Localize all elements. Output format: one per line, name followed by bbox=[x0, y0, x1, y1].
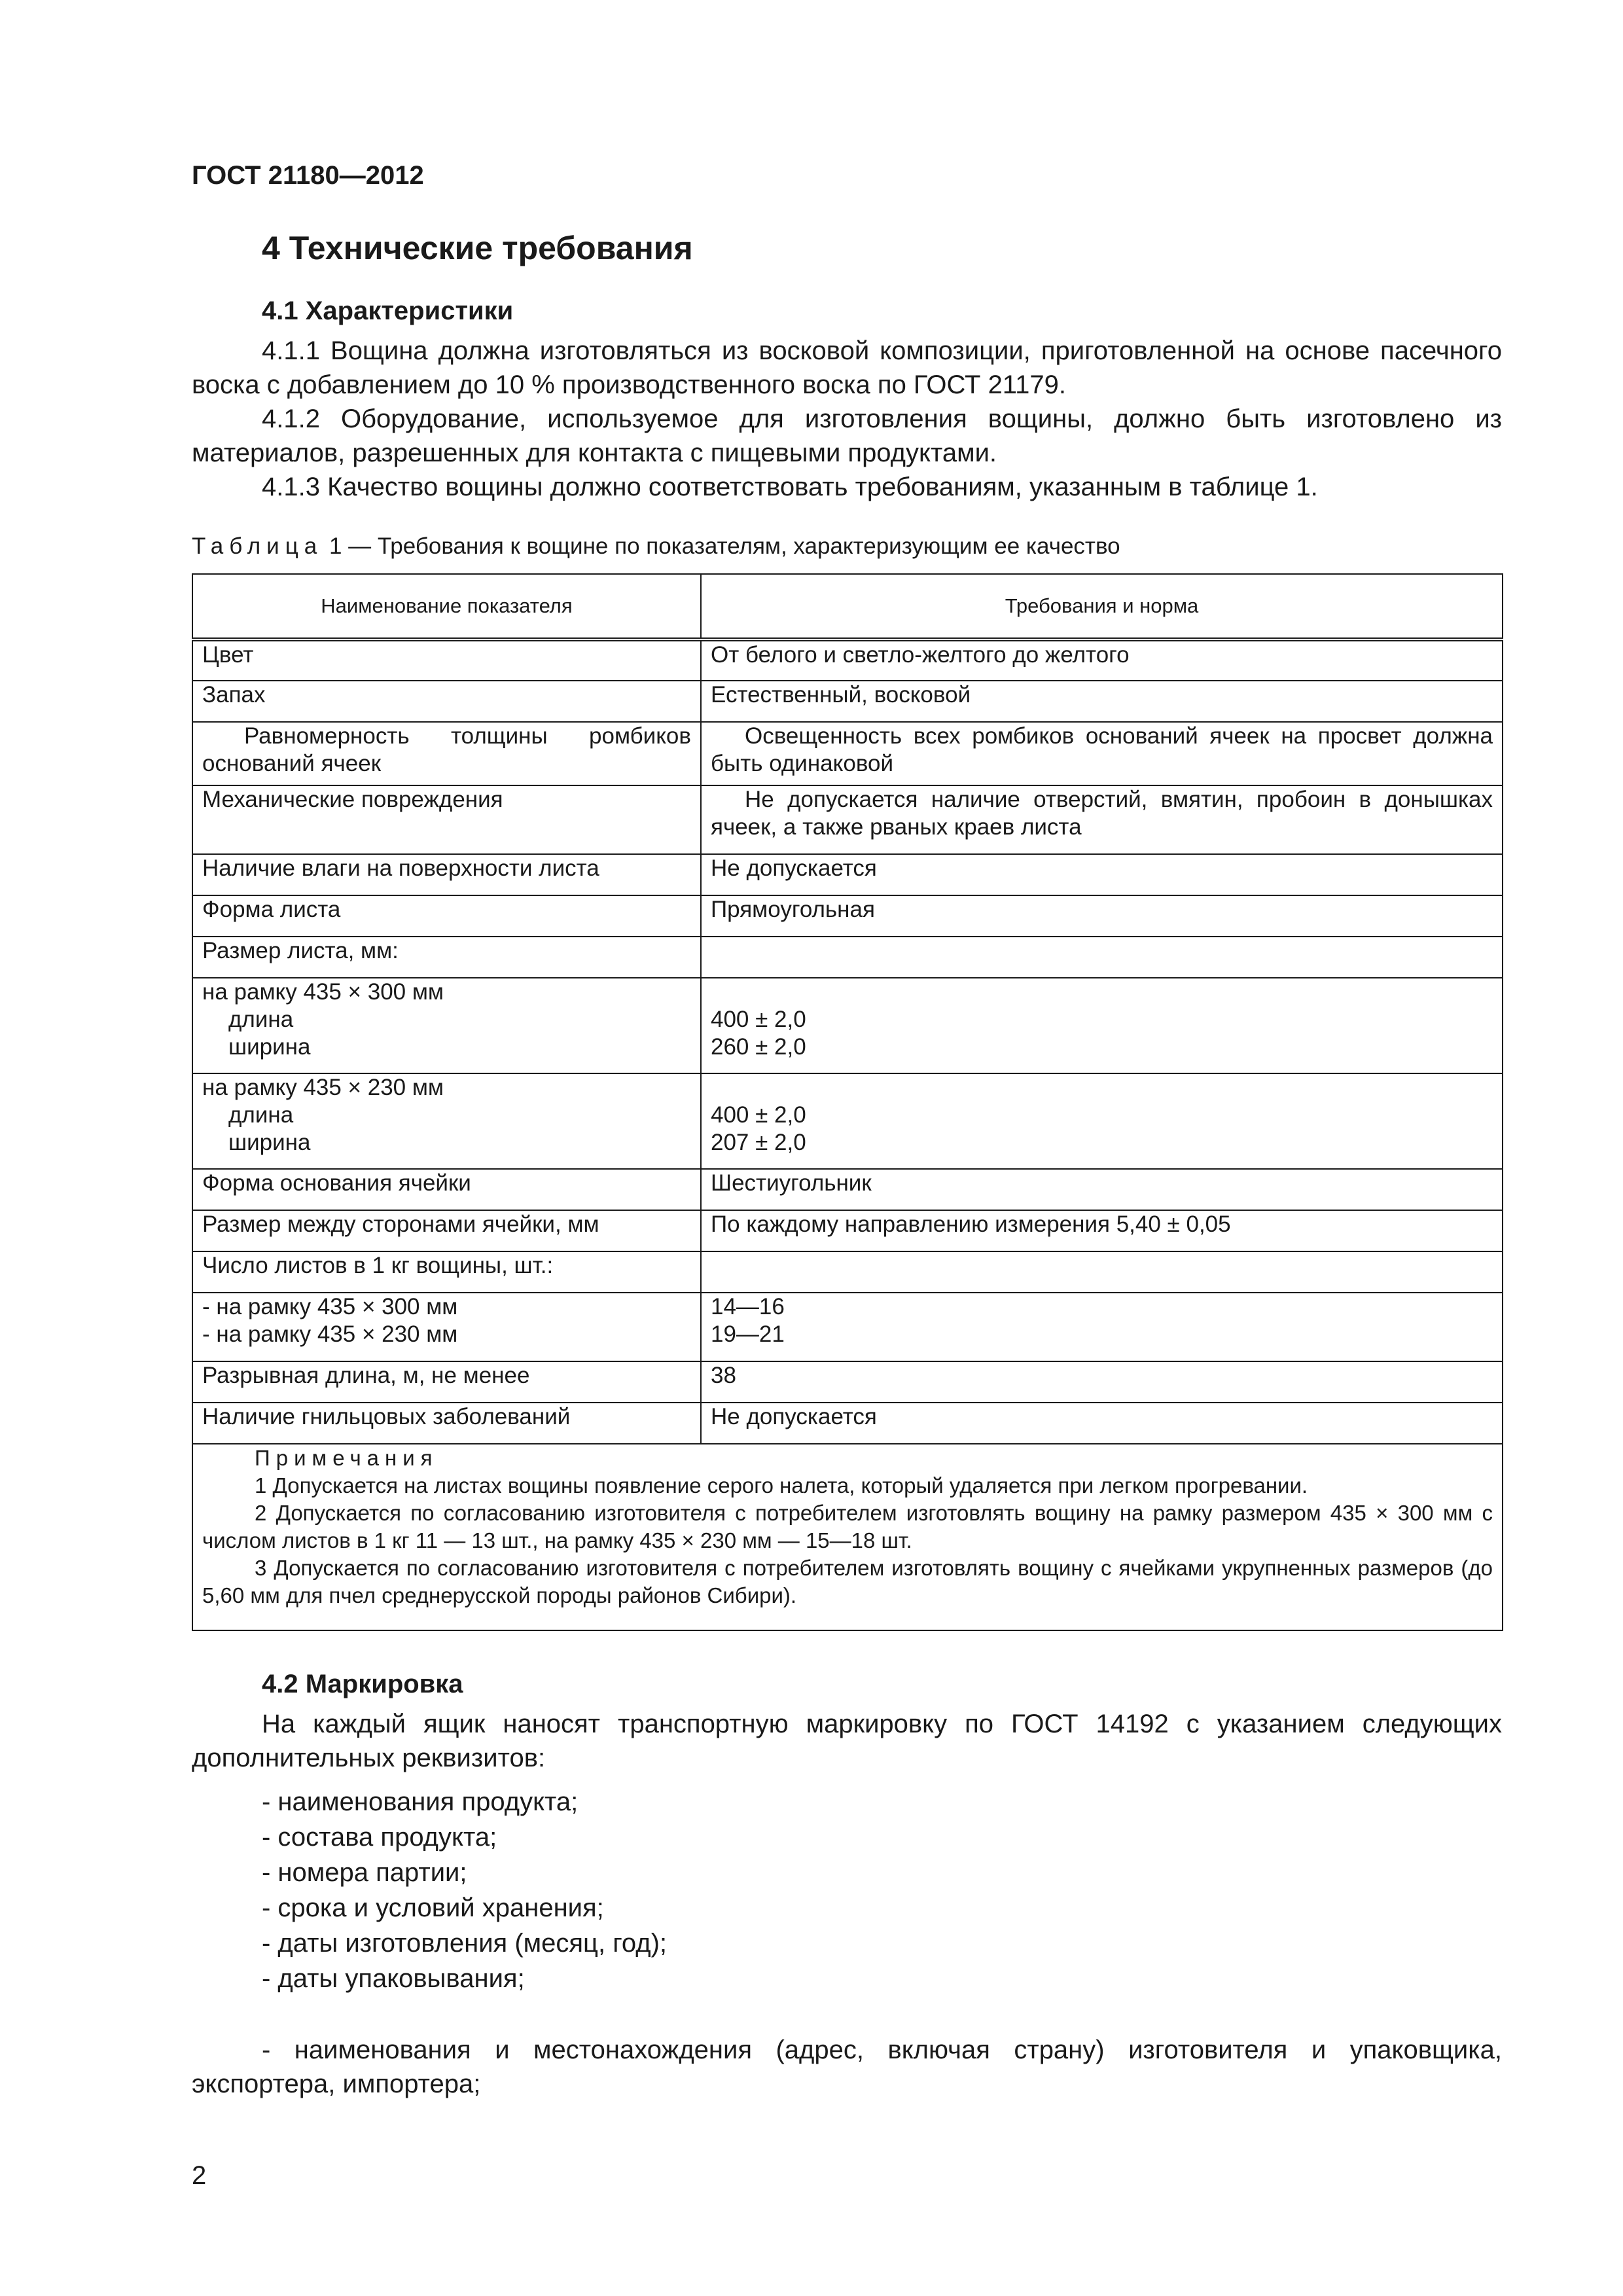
table-row bbox=[192, 937, 1503, 978]
table-row bbox=[192, 1073, 1503, 1169]
note-1: 1 Допускается на листах вощины появление серого налета, который удаляется при легком прогревании. bbox=[255, 1473, 1308, 1498]
requirement-value-empty bbox=[701, 1251, 1503, 1293]
page-number: 2 bbox=[192, 2161, 207, 2190]
indicator-name bbox=[192, 1073, 701, 1169]
requirement-value: Естественный, восковой bbox=[701, 681, 1503, 722]
frame-230-label: - на рамку 435 × 230 мм bbox=[202, 1321, 458, 1347]
paragraph-4-1-3: 4.1.3 Качество вощины должно соответствовать требованиям, указанным в таблице 1. bbox=[262, 473, 1318, 501]
indicator-name: Размер между сторонами ячейки, мм bbox=[192, 1210, 701, 1251]
table-row bbox=[192, 1361, 1503, 1403]
requirement-value: Освещенность всех ромбиков оснований ячеек на просвет должна быть одинаковой bbox=[701, 722, 1503, 785]
length-label: длина bbox=[228, 1102, 294, 1128]
paragraph-4-1-2: 4.1.2 Оборудование, используемое для изготовления вощины, должно быть изготовлено из материалов, разрешенных для контакта с пищевыми продуктами. bbox=[192, 404, 1502, 467]
table-row bbox=[192, 785, 1503, 854]
list-item: - даты упаковывания; bbox=[262, 1964, 525, 1993]
table-row bbox=[192, 1210, 1503, 1251]
frame-300-value: 14—16 bbox=[711, 1294, 785, 1319]
width-label: ширина bbox=[228, 1130, 311, 1155]
width-value: 260 ± 2,0 bbox=[711, 1034, 806, 1060]
length-value: 400 ± 2,0 bbox=[711, 1102, 806, 1128]
requirement-value: Шестиугольник bbox=[701, 1169, 1503, 1210]
indicator-name: Размер листа, мм: bbox=[192, 937, 701, 978]
column-header-requirement: Требования и норма bbox=[701, 574, 1503, 639]
table-row bbox=[192, 722, 1503, 785]
requirement-value: Не допускается bbox=[701, 854, 1503, 895]
table-row bbox=[192, 681, 1503, 722]
indicator-name: Механические повреждения bbox=[192, 785, 701, 854]
requirement-value: От белого и светло-желтого до желтого bbox=[701, 639, 1503, 681]
requirement-value bbox=[701, 1073, 1503, 1169]
requirement-value: Не допускается bbox=[701, 1403, 1503, 1444]
requirement-value: Не допускается наличие отверстий, вмятин, пробоин в донышках ячеек, а также рваных краев листа bbox=[701, 785, 1503, 854]
table-notes-row bbox=[192, 1444, 1503, 1630]
indicator-name: Форма листа bbox=[192, 895, 701, 937]
table-row bbox=[192, 1251, 1503, 1293]
indicator-name: Форма основания ячейки bbox=[192, 1169, 701, 1210]
table-row bbox=[192, 1169, 1503, 1210]
subsection-title-characteristics: 4.1 Характеристики bbox=[262, 296, 514, 325]
indicator-name: Число листов в 1 кг вощины, шт.: bbox=[192, 1251, 701, 1293]
table-caption-text: 1 — Требования к вощине по показателям, характеризующим ее качество bbox=[323, 533, 1120, 559]
list-item: - состава продукта; bbox=[262, 1823, 497, 1852]
table-row bbox=[192, 854, 1503, 895]
table-caption-label: Таблица bbox=[192, 533, 323, 559]
indicator-name: Цвет bbox=[192, 639, 701, 681]
table-caption bbox=[192, 533, 1120, 560]
marking-intro: На каждый ящик наносят транспортную маркировку по ГОСТ 14192 с указанием следующих дополнительных реквизитов: bbox=[192, 1710, 1502, 1772]
requirement-value: По каждому направлению измерения 5,40 ± 0,05 bbox=[701, 1210, 1503, 1251]
paragraph-4-1-1: 4.1.1 Вощина должна изготовляться из восковой композиции, приготовленной на основе пасечного воска с добавлением до 10 % производственного воска по ГОСТ 21179. bbox=[192, 336, 1502, 399]
column-header-indicator: Наименование показателя bbox=[192, 574, 701, 639]
width-value: 207 ± 2,0 bbox=[711, 1130, 806, 1155]
width-label: ширина bbox=[228, 1034, 311, 1060]
document-code: ГОСТ 21180—2012 bbox=[192, 161, 424, 190]
frame-230-value: 19—21 bbox=[711, 1321, 785, 1347]
notes-title: Примечания bbox=[255, 1446, 438, 1470]
length-label: длина bbox=[228, 1007, 294, 1032]
note-2: 2 Допускается по согласованию изготовителя с потребителем изготовлять вощину на рамку размером 435 × 300 мм с числом листов в 1 кг 11 — 13 шт., на рамку 435 × 230 мм — 15—18 шт. bbox=[202, 1501, 1493, 1552]
indicator-name bbox=[192, 978, 701, 1073]
indicator-name: Наличие влаги на поверхности листа bbox=[192, 854, 701, 895]
indicator-name: Наличие гнильцовых заболеваний bbox=[192, 1403, 701, 1444]
requirement-value bbox=[701, 978, 1503, 1073]
marking-requisites-list bbox=[262, 1784, 667, 1996]
list-item: - наименования и местонахождения (адрес, включая страну) изготовителя и упаковщика, экспортера, импортера; bbox=[192, 2036, 1502, 2098]
requirements-table bbox=[192, 573, 1503, 1631]
note-3: 3 Допускается по согласованию изготовителя с потребителем изготовлять вощину с ячейками укрупненных размеров (до 5,60 мм для пчел среднерусской породы районов Сибири). bbox=[202, 1556, 1493, 1607]
requirement-value-empty bbox=[701, 937, 1503, 978]
table-notes bbox=[192, 1444, 1503, 1630]
requirement-value: Прямоугольная bbox=[701, 895, 1503, 937]
indicator-name: Разрывная длина, м, не менее bbox=[192, 1361, 701, 1403]
indicator-name bbox=[192, 1293, 701, 1361]
list-item: - наименования продукта; bbox=[262, 1787, 579, 1816]
table-row bbox=[192, 1293, 1503, 1361]
indicator-name: Равномерность толщины ромбиков оснований ячеек bbox=[192, 722, 701, 785]
table-row bbox=[192, 639, 1503, 681]
list-item: - даты изготовления (месяц, год); bbox=[262, 1929, 668, 1958]
requirement-value bbox=[701, 1293, 1503, 1361]
section-title: 4 Технические требования bbox=[262, 230, 693, 266]
table-row bbox=[192, 895, 1503, 937]
indicator-name: Запах bbox=[192, 681, 701, 722]
requirement-value: 38 bbox=[701, 1361, 1503, 1403]
frame-size-label: на рамку 435 × 300 мм bbox=[202, 979, 444, 1005]
length-value: 400 ± 2,0 bbox=[711, 1007, 806, 1032]
frame-300-label: - на рамку 435 × 300 мм bbox=[202, 1294, 458, 1319]
subsection-title-marking: 4.2 Маркировка bbox=[262, 1670, 463, 1698]
list-item: - номера партии; bbox=[262, 1858, 467, 1887]
list-item: - срока и условий хранения; bbox=[262, 1893, 604, 1922]
table-row bbox=[192, 978, 1503, 1073]
table-row bbox=[192, 1403, 1503, 1444]
table-header-row bbox=[192, 574, 1503, 639]
frame-size-label: на рамку 435 × 230 мм bbox=[202, 1075, 444, 1100]
